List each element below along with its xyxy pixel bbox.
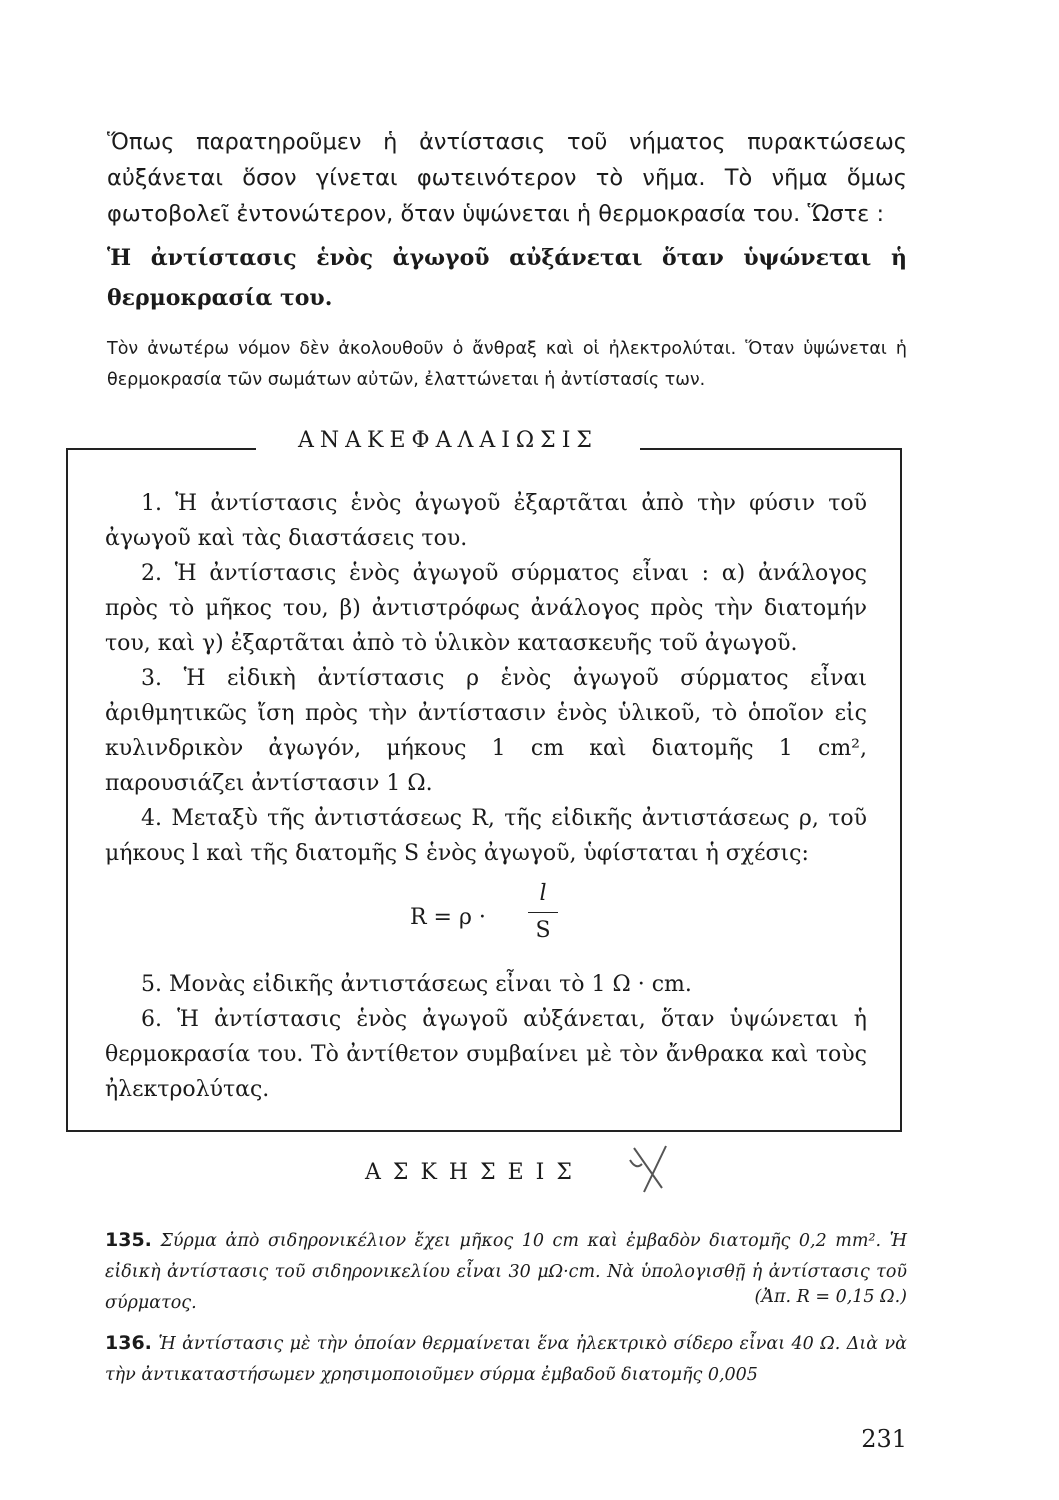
page-number: 231	[861, 1425, 907, 1453]
intro-paragraph: Ὅπως παρατηροῦμεν ἡ ἀντίστασις τοῦ νήματος πυρακτώσεως αὐξάνεται ὅσον γίνεται φωτεινότερον τὸ νῆμα. Τὸ νῆμα ὅμως φωτοβολεῖ ἐντονώτερον, ὅταν ὑψώνεται ἡ θερμοκρασία του. Ὥστε :	[107, 129, 907, 227]
rule-statement: Ἡ ἀντίστασις ἑνὸς ἀγωγοῦ αὐξάνεται ὅταν ὑψώνεται ἡ θερμοκρασία του.	[107, 245, 907, 311]
summary-title: ΑΝΑΚΕΦΑΛΑΙΩΣΙΣ	[298, 428, 598, 453]
intro-section	[107, 124, 907, 396]
resistance-formula	[410, 880, 580, 950]
exercise-136: 136. Ἡ ἀντίστασις μὲ τὴν ὁποίαν θερμαίνεται ἕνα ἠλεκτρικὸ σίδερο εἶναι 40 Ω. Διὰ νὰ τὴν ἀντικαταστήσωμεν χρησιμοποιοῦμεν σύρμα ἐμβαδοῦ διατομῆς 0,005	[105, 1332, 907, 1385]
summary-item: 6. Ἡ ἀντίστασις ἑνὸς ἀγωγοῦ αὐξάνεται, ὅταν ὑψώνεται ἡ θερμοκρασία του. Τὸ ἀντίθετον συμβαίνει μὲ τὸν ἄνθρακα καὶ τοὺς ἠλεκτρολύτας.	[105, 1007, 867, 1102]
exercise-135-answer: (Ἀπ. R = 0,15 Ω.)	[754, 1287, 907, 1307]
summary-item: 5. Μονὰς εἰδικῆς ἀντιστάσεως εἶναι τὸ 1 Ω · cm.	[141, 972, 692, 997]
summary-body	[105, 486, 867, 1107]
exception-note: Τὸν ἀνωτέρω νόμον δὲν ἀκολουθοῦν ὁ ἄνθραξ καὶ οἱ ἠλεκτρολύται. Ὅταν ὑψώνεται ἡ θερμοκρασία τῶν σωμάτων αὐτῶν, ἐλαττώνεται ἡ ἀντίστασίς των.	[107, 339, 907, 390]
formula-denominator: S	[535, 918, 551, 943]
exercises-title: ΑΣΚΗΣΕΙΣ	[365, 1160, 584, 1185]
formula-fraction	[528, 880, 558, 945]
summary-item: 4. Μεταξὺ τῆς ἀντιστάσεως R, τῆς εἰδικῆς ἀντιστάσεως ρ, τοῦ μήκους l καὶ τῆς διατομῆς S ἑνὸς ἀγωγοῦ, ὑφίσταται ἡ σχέσις:	[105, 806, 867, 866]
summary-item: 3. Ἡ εἰδικὴ ἀντίστασις ρ ἑνὸς ἀγωγοῦ σύρματος εἶναι ἀριθμητικῶς ἴση πρὸς τὴν ἀντίστασιν ἑνὸς ὑλικοῦ, τὸ ὁποῖον εἰς κυλινδρικὸν ἀγωγόν, μήκους 1 cm καὶ διατομῆς 1 cm², παρουσιάζει ἀντίστασιν 1 Ω.	[105, 666, 867, 796]
formula-lhs: R = ρ ·	[410, 905, 486, 930]
formula-numerator: l	[539, 881, 547, 906]
handwritten-check-mark-icon	[622, 1140, 682, 1200]
exercise-135: 135. Σύρμα ἀπὸ σιδηρονικέλιον ἔχει μῆκος 10 cm καὶ ἐμβαδὸν διατομῆς 0,2 mm². Ἡ εἰδικὴ ἀντίστασις τοῦ σιδηρονικελίου εἶναι 30 μΩ·cm. Νὰ ὑπολογισθῇ ἡ ἀντίστασις τοῦ σύρματος.	[105, 1229, 907, 1313]
summary-item: 2. Ἡ ἀντίστασις ἑνὸς ἀγωγοῦ σύρματος εἶναι : α) ἀνάλογος πρὸς τὸ μῆκος του, β) ἀντιστρόφως ἀνάλογος πρὸς τὴν διατομήν του, καὶ γ) ἐξαρτᾶται ἀπὸ τὸ ὑλικὸν κατασκευῆς τοῦ ἀγωγοῦ.	[105, 561, 867, 656]
fraction-bar	[528, 912, 558, 913]
summary-item: 1. Ἡ ἀντίστασις ἑνὸς ἀγωγοῦ ἐξαρτᾶται ἀπὸ τὴν φύσιν τοῦ ἀγωγοῦ καὶ τὰς διαστάσεις του.	[105, 491, 867, 551]
